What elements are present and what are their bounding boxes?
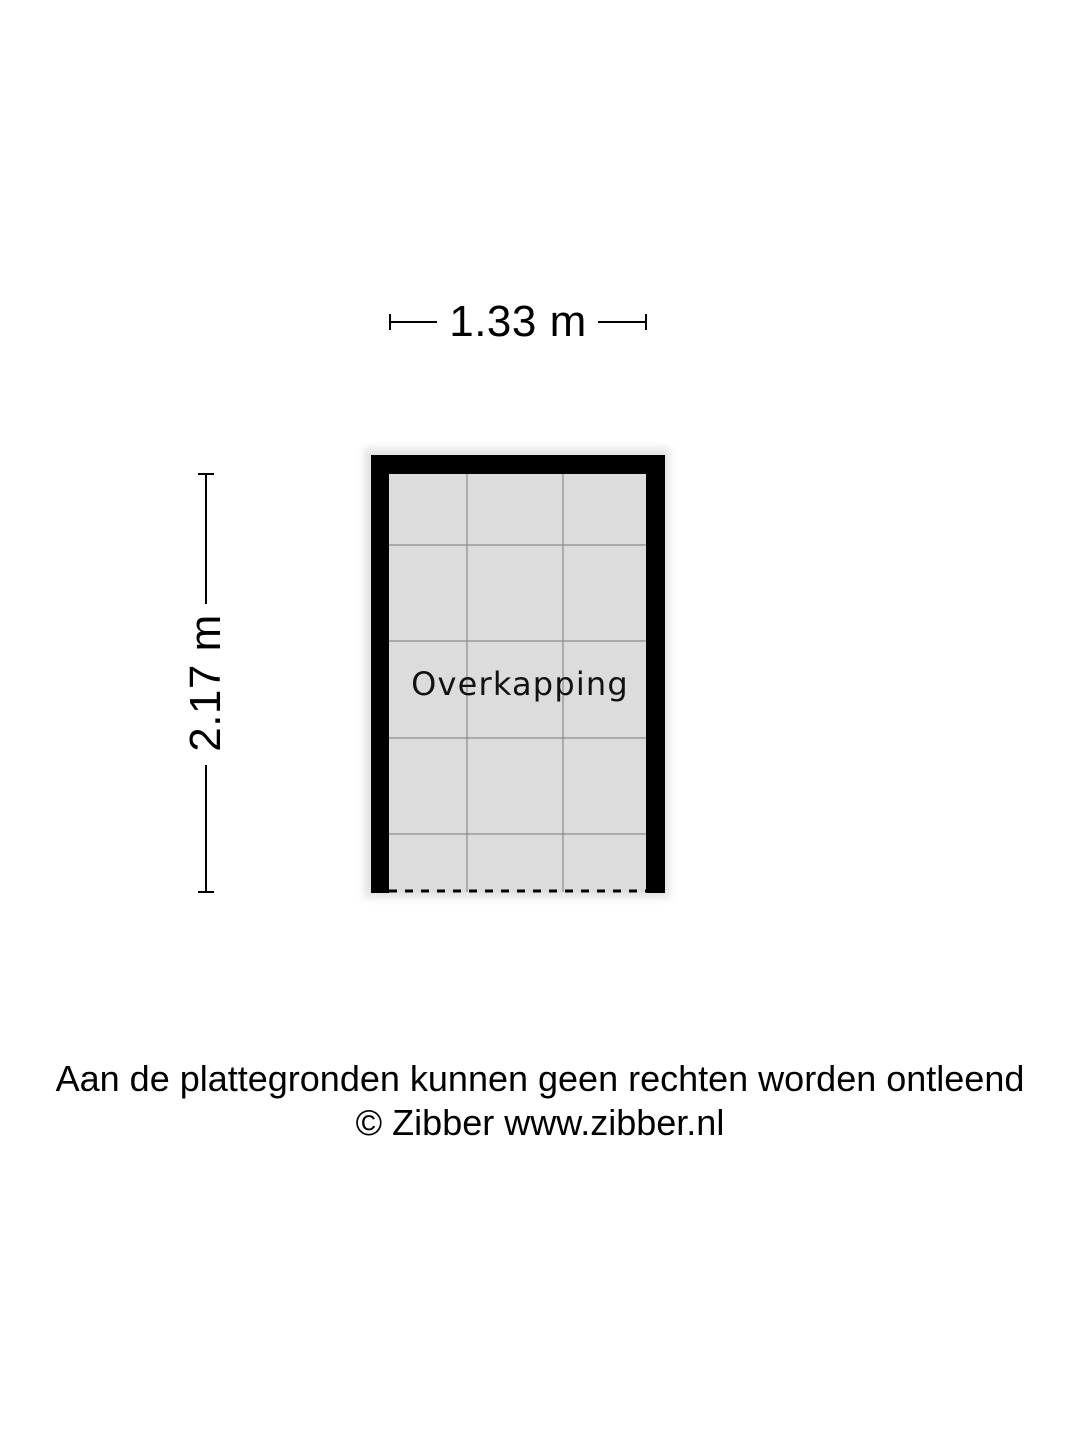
copyright-text: © Zibber www.zibber.nl (355, 1102, 725, 1143)
disclaimer-text: Aan de plattegronden kunnen geen rechten worden ontleend (55, 1058, 1025, 1099)
width-dimension-label: 1.33 m (449, 297, 587, 346)
room-name-label: Overkapping (411, 665, 629, 703)
height-dimension-label: 2.17 m (181, 614, 230, 752)
